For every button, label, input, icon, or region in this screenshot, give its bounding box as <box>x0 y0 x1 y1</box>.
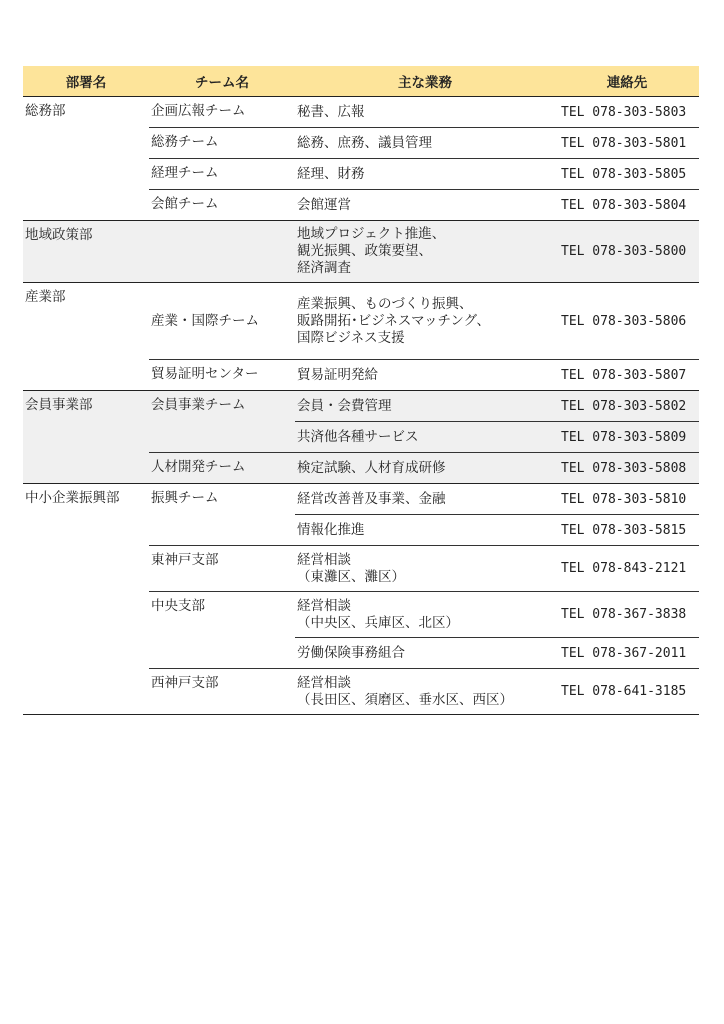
dept-cell: 会員事業部 <box>23 391 149 484</box>
table-row <box>23 221 699 283</box>
duty-cell: 会員・会費管理 <box>295 391 555 422</box>
duty-cell: 経営相談 （東灘区、灘区） <box>295 546 555 592</box>
duty-cell: 総務、庶務、議員管理 <box>295 128 555 159</box>
tel-cell: TEL 078-303-5801 <box>555 128 699 159</box>
tel-cell: TEL 078-303-5802 <box>555 391 699 422</box>
dept-cell: 産業部 <box>23 283 149 391</box>
tel-cell: TEL 078-303-5815 <box>555 515 699 546</box>
table-row <box>23 484 699 515</box>
duty-cell: 会館運営 <box>295 190 555 221</box>
tel-cell: TEL 078-303-5804 <box>555 190 699 221</box>
tel-cell: TEL 078-303-5809 <box>555 422 699 453</box>
duty-cell: 検定試験、人材育成研修 <box>295 453 555 484</box>
header-dept: 部署名 <box>23 66 149 97</box>
tel-cell: TEL 078-303-5800 <box>555 221 699 283</box>
tel-cell: TEL 078-303-5805 <box>555 159 699 190</box>
duty-cell: 情報化推進 <box>295 515 555 546</box>
team-cell: 振興チーム <box>149 484 295 546</box>
duty-cell: 経理、財務 <box>295 159 555 190</box>
tel-cell: TEL 078-367-3838 <box>555 592 699 638</box>
team-cell: 経理チーム <box>149 159 295 190</box>
department-contact-sheet <box>23 66 699 715</box>
tel-cell: TEL 078-303-5803 <box>555 97 699 128</box>
team-cell: 西神戸支部 <box>149 669 295 715</box>
dept-cell: 中小企業振興部 <box>23 484 149 715</box>
tel-cell: TEL 078-303-5810 <box>555 484 699 515</box>
team-cell: 産業・国際チーム <box>149 283 295 360</box>
team-cell: 人材開発チーム <box>149 453 295 484</box>
duty-cell: 経営改善普及事業、金融 <box>295 484 555 515</box>
duty-cell: 産業振興、ものづくり振興、 販路開拓･ビジネスマッチング、 国際ビジネス支援 <box>295 283 555 360</box>
team-cell: 東神戸支部 <box>149 546 295 592</box>
team-cell: 中央支部 <box>149 592 295 669</box>
tel-cell: TEL 078-843-2121 <box>555 546 699 592</box>
table-row <box>23 97 699 128</box>
header-team: チーム名 <box>149 66 295 97</box>
duty-cell: 貿易証明発給 <box>295 360 555 391</box>
tel-cell: TEL 078-303-5807 <box>555 360 699 391</box>
tel-cell: TEL 078-303-5806 <box>555 283 699 360</box>
duty-cell: 経営相談 （長田区、須磨区、垂水区、西区） <box>295 669 555 715</box>
header-contact: 連絡先 <box>555 66 699 97</box>
duty-cell: 共済他各種サービス <box>295 422 555 453</box>
team-cell <box>149 221 295 283</box>
dept-cell: 地域政策部 <box>23 221 149 283</box>
team-cell: 会館チーム <box>149 190 295 221</box>
header-duties: 主な業務 <box>295 66 555 97</box>
team-cell: 企画広報チーム <box>149 97 295 128</box>
team-cell: 総務チーム <box>149 128 295 159</box>
department-table <box>23 66 699 715</box>
duty-cell: 労働保険事務組合 <box>295 638 555 669</box>
team-cell: 貿易証明センター <box>149 360 295 391</box>
dept-cell: 総務部 <box>23 97 149 221</box>
table-row <box>23 391 699 422</box>
tel-cell: TEL 078-367-2011 <box>555 638 699 669</box>
table-row <box>23 283 699 360</box>
tel-cell: TEL 078-641-3185 <box>555 669 699 715</box>
team-cell: 会員事業チーム <box>149 391 295 453</box>
duty-cell: 経営相談 （中央区、兵庫区、北区） <box>295 592 555 638</box>
duty-cell: 秘書、広報 <box>295 97 555 128</box>
tel-cell: TEL 078-303-5808 <box>555 453 699 484</box>
duty-cell: 地域プロジェクト推進、 観光振興、政策要望、 経済調査 <box>295 221 555 283</box>
table-header <box>23 66 699 97</box>
